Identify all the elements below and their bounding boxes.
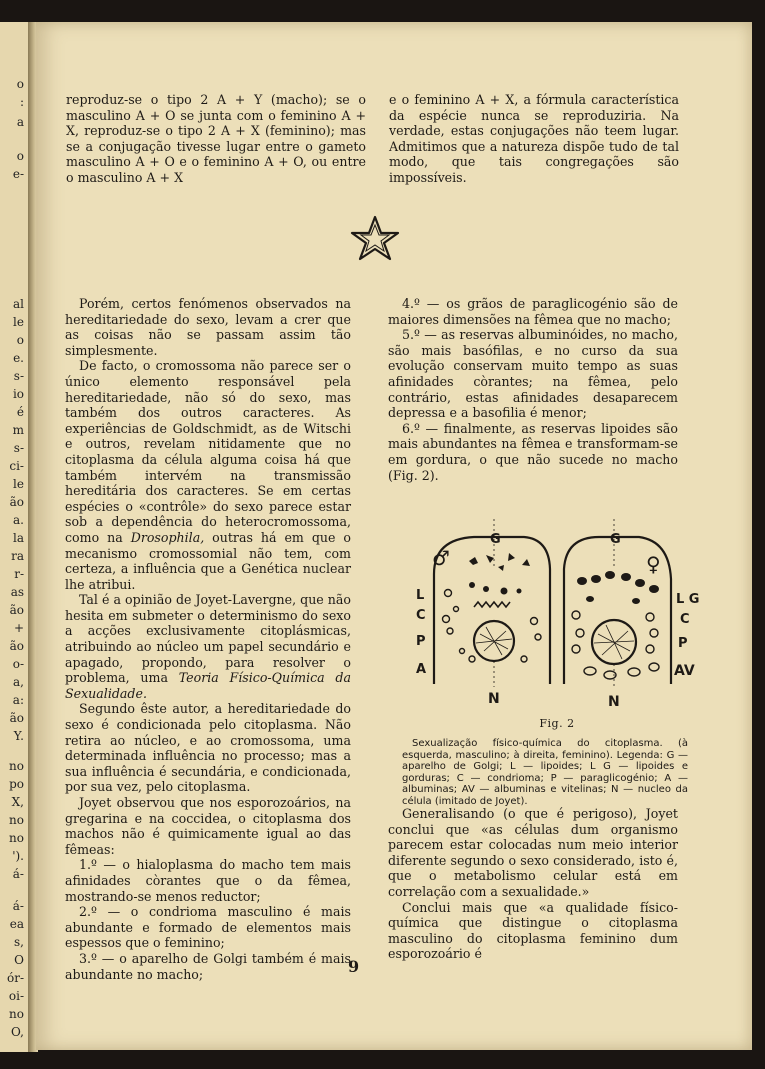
previous-page-text-fragment: ão — [9, 639, 24, 653]
female-symbol-icon: ♀ — [646, 552, 661, 576]
top-left-paragraph: reproduz-se o tipo 2 A + Y (macho); se o masculino A + O se junta com o feminino A + X, reproduz-se o tipo 2 A + X (feminino); mas se a conjugação tivesse lugar entre o gameto masculino A + O e o feminino A + O, ou entre o masculino A + X — [66, 92, 366, 185]
previous-page-text-fragment: oi- — [8, 989, 24, 1003]
top-right-paragraph: e o feminino A + X, a fórmula característica da espécie nunca se reproduziria. Na verdade, estas conjugações não teem lugar. Admitimos que a natureza dispõe tudo de tal modo, que tais congregações são impossíveis. — [389, 92, 679, 185]
previous-page-text-fragment: X, — [11, 795, 24, 809]
previous-page-text-fragment: no — [9, 831, 24, 845]
figure-label: Fig. 2 — [539, 717, 575, 730]
previous-page-text-fragment: ão — [9, 711, 24, 725]
list-item: 6.º — finalmente, as reservas lipoides são mais abundantes na fêmea e transformam-se em gordura, o que não sucede no macho (Fig. 2). — [388, 420, 678, 483]
label-c-right: C — [680, 612, 690, 627]
previous-page-text-fragment: e. — [13, 351, 24, 365]
label-p-left: P — [416, 634, 426, 649]
previous-page-text-fragment: al — [13, 297, 24, 311]
previous-page-text-fragment: ci- — [9, 459, 24, 473]
label-a: A — [416, 662, 427, 677]
previous-page-text-fragment: po — [9, 777, 24, 791]
previous-page-text-fragment: le — [13, 315, 24, 329]
previous-page-text-fragment: O, — [11, 1025, 24, 1039]
previous-page-text-fragment: Y. — [13, 729, 24, 743]
previous-page-text-fragment: a. — [13, 513, 24, 527]
previous-page-edge — [0, 22, 28, 1052]
previous-page-text-fragment: m — [12, 423, 24, 437]
list-item: 2.º — o condrioma masculino é mais abundante e formado de elementos mais espessos que o feminino; — [65, 904, 351, 951]
previous-page-text-fragment: le — [13, 477, 24, 491]
paragraph: Generalisando (o que é perigoso), Joyet conclui que «as células dum organismo parecem estar colocadas num meio interior diferente segundo o sexo considerado, isto é, que o metabolismo celular está em correlação com a sexualidade.» — [388, 806, 678, 899]
previous-page-text-fragment: '). — [12, 849, 24, 863]
right-column-upper — [388, 296, 678, 483]
previous-page-text-fragment: : — [19, 95, 24, 109]
previous-page-text-fragment: s- — [13, 441, 24, 455]
figure-caption: Sexualização físico-química do citoplasma. (à esquerda, masculino; à direita, feminino). Legenda: G — aparelho de Golgi; L — lipoides; L G — lipoides e gorduras; C — condrioma; P — paraglicogénio; A — albuminas; AV — albuminas e vitelinas; N — nucleo da célula (imitado de Joyet). — [402, 738, 688, 807]
previous-page-text-fragment: la — [13, 531, 24, 545]
male-symbol-icon: ♂ — [432, 546, 450, 570]
paragraph: De facto, o cromossoma não parece ser o único elemento responsável pela hereditariedade, não só do sexo, mas também dos outros caracteres. As experiências de Goldschmidt, as de Witschi e outros, revelam nitidamente que no citoplasma da célula alguma coisa há que também intervém na transmissão hereditária dos caracteres. Se em certas espécies o «contrôle» do sexo parece estar sob a dependência do heterocromossoma, como na Drosophila, outras há em que o mecanismo cromossomial não tem, com certeza, a influência que a Genética nuclear lhe atribui. — [65, 358, 351, 592]
cell-diagram-figure — [414, 509, 704, 709]
paragraph: Tal é a opinião de Joyet-Lavergne, que não hesita em submeter o determinismo do sexo a acções exclusivamente citoplásmicas, atribuindo ao núcleo um papel secundário e apagado, propondo, para resolver o problema, uma Teoria Físico-Química da Sexualidade. — [65, 592, 351, 701]
previous-page-text-fragment: s, — [14, 935, 24, 949]
paragraph: Joyet observou que nos esporozoários, na gregarina e na coccidea, o citoplasma dos machos não é quimicamente igual ao das fêmeas: — [65, 795, 351, 857]
previous-page-text-fragment: ea — [9, 917, 24, 931]
previous-page-text-fragment: ra — [11, 549, 24, 563]
label-p-right: P — [678, 636, 688, 651]
previous-page-text-fragment: no — [9, 813, 24, 827]
paragraph: Conclui mais que «a qualidade físico-química que distingue o citoplasma masculino do citoplasma feminino dum esporozoário é — [388, 899, 678, 962]
previous-page-text-fragment: a — [16, 115, 24, 129]
previous-page-text-fragment: o — [16, 333, 24, 347]
label-av: AV — [674, 663, 695, 679]
previous-page-text-fragment: no — [9, 759, 24, 773]
previous-page-text-fragment: r- — [14, 567, 24, 581]
previous-page-text-fragment: o- — [12, 657, 24, 671]
previous-page-text-fragment: O — [14, 953, 24, 967]
right-column-lower — [388, 806, 678, 962]
list-item: 1.º — o hialoplasma do macho tem mais afinidades còrantes que o da fêmea, mostrando-se menos reductor; — [65, 857, 351, 904]
previous-page-text-fragment: a, — [13, 675, 24, 689]
previous-page-text-fragment: as — [10, 585, 24, 599]
paragraph: Segundo êste autor, a hereditariedade do sexo é condicionada pelo citoplasma. Não retira ao núcleo, e ao cromossoma, uma determinada influência no processo; mas a sua influência é secundária, e condicionada, por sua vez, pelo citoplasma. — [65, 701, 351, 795]
label-l: L — [416, 588, 425, 603]
label-g-left: G — [490, 532, 501, 547]
previous-page-text-fragment: ão — [9, 495, 24, 509]
page — [36, 22, 752, 1050]
previous-page-text-fragment: a: — [12, 693, 24, 707]
label-c-left: C — [416, 608, 426, 623]
label-lg: L G — [676, 592, 700, 607]
label-n-left: N — [488, 691, 500, 707]
previous-page-text-fragment: ór- — [6, 971, 24, 985]
previous-page-text-fragment: e- — [12, 167, 24, 181]
list-item: 4.º — os grãos de paraglicogénio são de maiores dimensões na fêmea que no macho; — [388, 296, 678, 327]
previous-page-text-fragment: s- — [13, 369, 24, 383]
previous-page-text-fragment: é — [16, 405, 24, 419]
paragraph: Porém, certos fenómenos observados na hereditariedade do sexo, levam a crer que as coisas não se passam assim tão simplesmente. — [65, 296, 351, 358]
previous-page-text-fragment: o — [16, 77, 24, 91]
page-number: 9 — [348, 957, 360, 976]
previous-page-text-fragment: + — [13, 621, 24, 635]
label-g-right: G — [610, 532, 621, 547]
list-item: 5.º — as reservas albuminóides, no macho, são mais basófilas, e no curso da sua evolução conservam muito tempo as suas afinidades còrantes; na fêmea, pelo contrário, estas afinidades desaparecem depressa e a basofilia é menor; — [388, 327, 678, 421]
star-ornament-icon — [350, 215, 400, 261]
list-item: 3.º — o aparelho de Golgi também é mais abundante no macho; — [65, 950, 351, 982]
previous-page-text-fragment: io — [12, 387, 24, 401]
previous-page-text-fragment: o — [16, 149, 24, 163]
previous-page-text-fragment: no — [9, 1007, 24, 1021]
left-column — [65, 296, 351, 982]
previous-page-text-fragment: ão — [9, 603, 24, 617]
previous-page-text-fragment: á- — [12, 867, 24, 881]
previous-page-text-fragment: á- — [12, 899, 24, 913]
label-n-right: N — [608, 694, 620, 709]
